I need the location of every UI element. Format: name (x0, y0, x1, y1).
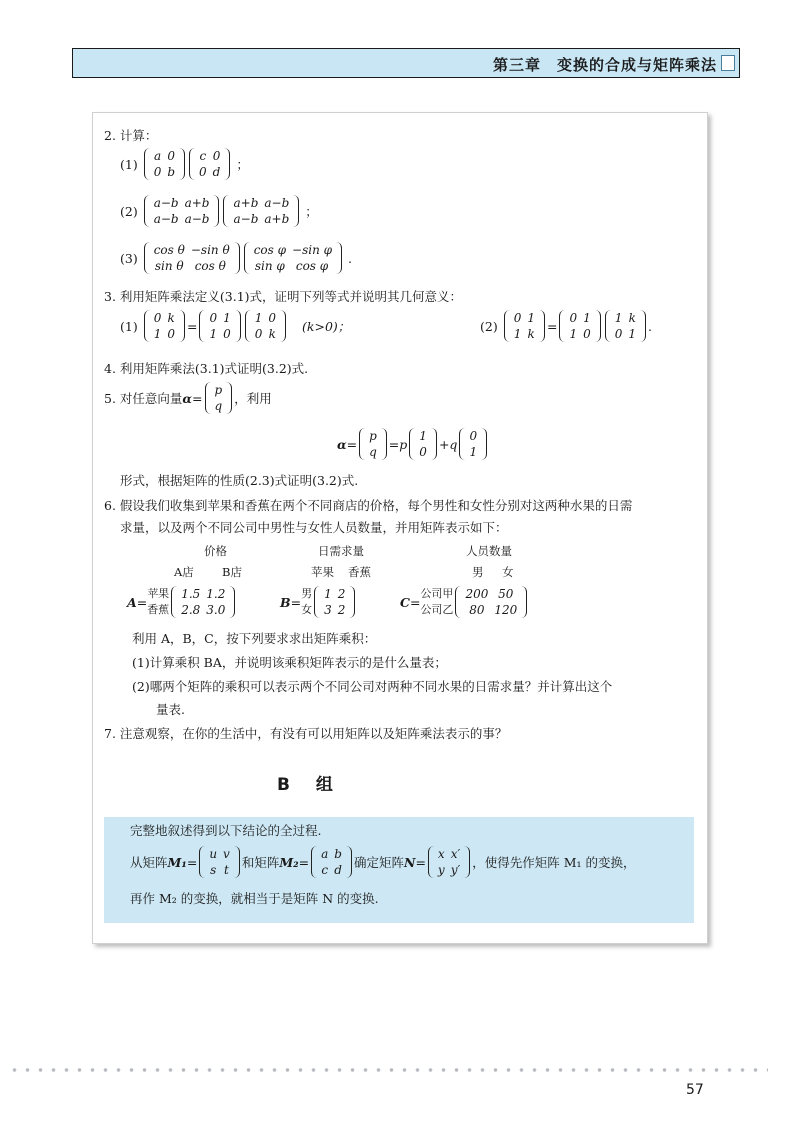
matrix-cell: u (209, 847, 218, 861)
b-mid: 和矩阵 (241, 854, 280, 870)
dotted-divider (8, 1067, 768, 1073)
matrix (504, 310, 545, 342)
demand-col-apple: 苹果 (311, 565, 334, 579)
matrix-cell: 0 (469, 429, 478, 443)
ex2-p1-num: (1) (120, 156, 138, 172)
b-line2: 从矩阵M₁= u v s t 和矩阵M₂= a b c d 确定矩阵N= x x′ y y′ ，使得先作矩阵 M₁ 的变换， (130, 847, 636, 877)
matrix-cell: a−b (264, 196, 290, 210)
vector (409, 428, 437, 460)
page-number: 57 (686, 1082, 704, 1098)
group-b-title: B 组 (277, 775, 343, 795)
matrix-cell: −sin θ (190, 243, 230, 257)
matrix (199, 846, 240, 878)
matrix-cell: 1 (153, 327, 162, 341)
b-mid2: 确定矩阵 (353, 854, 404, 870)
matrix-cell: a (153, 149, 162, 163)
chapter-header-bar (72, 48, 740, 78)
ex3-p1-cond: (k>0)； (302, 318, 351, 334)
ex2-p3-tail: . (348, 250, 352, 266)
ex6-line1: 6. 假设我们收集到苹果和香蕉在两个不同商店的价格，每个男性和女性分别对这两种水果的日需 (104, 498, 633, 513)
matrix (171, 586, 235, 618)
ex2-part3 (120, 242, 352, 274)
ex5-eq-q: q (449, 436, 458, 452)
matrix (144, 148, 185, 180)
matrix-cell: p (214, 383, 223, 397)
matrix (144, 242, 240, 274)
matrix-cell: k (167, 311, 175, 325)
matrix-cell: 1.5 (181, 587, 201, 601)
matrix-cell: 0 (583, 327, 591, 341)
matrix-cell: 1 (419, 429, 427, 443)
staff-row-company-a: 公司甲 (420, 587, 454, 600)
matrix-b-name: B (280, 594, 291, 610)
matrix-cell: 1 (569, 327, 578, 341)
ex6-use: 利用 A，B，C，按下列要求求出矩阵乘积： (132, 631, 377, 646)
demand-col-banana: 香蕉 (348, 565, 371, 579)
demand-row-female: 女 (301, 603, 313, 616)
demand-title: 日需求量 (318, 544, 364, 558)
matrix-cell: t (224, 863, 229, 877)
matrix-a-group: A=苹果 香蕉 1.5 1.2 2.8 3.0 (127, 586, 237, 618)
matrix-cell: d (334, 863, 342, 877)
b-m1-name: M₁ (167, 854, 187, 870)
matrix-cell: s (210, 863, 217, 877)
price-row-banana: 香蕉 (147, 603, 170, 616)
matrix-cell: b (334, 847, 342, 861)
matrix-a-name: A (127, 594, 137, 610)
matrix-cell: 2.8 (181, 603, 201, 617)
matrix-b-group: B=男 女 1 2 3 2 (280, 586, 357, 618)
ex2-label: 2. 计算： (104, 128, 158, 143)
staff-row-labels (420, 586, 453, 618)
b-line3: 再作 M₂ 的变换，就相当于是矩阵 N 的变换. (130, 891, 379, 906)
matrix-cell: a−b (184, 212, 210, 226)
ex3-part1: (1) 0 k 1 0 = 0 1 1 0 1 0 0 k (k>0)； (120, 311, 351, 341)
matrix (559, 310, 600, 342)
matrix-cell: q (214, 399, 223, 413)
ex5-eq-p: p (399, 436, 408, 452)
ex6-q2b: 量表. (156, 702, 185, 717)
matrix (189, 148, 230, 180)
matrix-cell: 3 (324, 603, 332, 617)
ex2-p2-num: (2) (120, 203, 138, 219)
matrix-cell: cos φ (295, 259, 329, 273)
matrix-cell: 0 (419, 445, 427, 459)
vector (205, 382, 233, 414)
ex2-p2-tail: ； (305, 203, 318, 219)
matrix-cell: 1 (324, 587, 332, 601)
ex5-line1: 5. 对任意向量α= p q ，利用 (104, 383, 272, 413)
price-col-b: B店 (222, 565, 242, 579)
ex3-part2: (2) 0 1 1 k = 0 1 1 0 1 k 0 1 . (480, 311, 653, 341)
matrix-cell: c (321, 863, 329, 877)
price-row-labels (147, 586, 169, 618)
header-square-icon (721, 55, 735, 71)
matrix-cell: x′ (450, 847, 461, 861)
matrix-cell: 2 (337, 603, 346, 617)
price-row-apple: 苹果 (147, 587, 170, 600)
matrix-cell: 0 (153, 165, 162, 179)
matrix-cell: 3.0 (206, 603, 226, 617)
matrix-cell: −sin φ (292, 243, 333, 257)
ex5-label: 5. 对任意向量 (104, 390, 183, 406)
ex2-p1-tail: ； (236, 156, 249, 172)
matrix (311, 846, 352, 878)
matrix-cell: cos φ (253, 243, 287, 257)
matrix-cell: 0 (209, 311, 218, 325)
b-line1: 完整地叙述得到以下结论的全过程. (130, 823, 322, 838)
matrix-c-name: C (400, 594, 410, 610)
matrix-cell: 0 (167, 149, 175, 163)
ex3-p2-tail: . (648, 318, 653, 334)
matrix-cell: a+b (233, 196, 259, 210)
matrix-cell: 1 (469, 445, 478, 459)
ex2-part1 (120, 148, 249, 180)
matrix-cell: 1 (628, 327, 637, 341)
b-post: ，使得先作矩阵 M₁ 的变换， (472, 854, 636, 870)
demand-row-labels (301, 586, 312, 618)
b-pre: 从矩阵 (130, 854, 168, 870)
ex5-after: ，利用 (234, 390, 272, 406)
matrix-cell: k (527, 327, 535, 341)
matrix-cell: 0 (167, 327, 175, 341)
matrix-cell: 80 (469, 603, 485, 617)
matrix-c-group: C=公司甲 公司乙 200 50 80 120 (400, 586, 529, 618)
ex2-part2 (120, 195, 318, 227)
matrix-cell: y (437, 863, 445, 877)
ex3-p1-num: (1) (120, 318, 138, 334)
chapter-title: 第三章 变换的合成与矩阵乘法 (492, 56, 717, 74)
price-col-a: A店 (174, 565, 194, 579)
staff-col-female: 女 (502, 565, 514, 579)
matrix-cell: 200 (465, 587, 489, 601)
matrix-cell: k (628, 311, 636, 325)
matrix-cell: 1 (209, 327, 218, 341)
matrix-cell: y′ (450, 863, 461, 877)
ex5-equation: α= p q =p 1 0 +q 0 1 (337, 428, 489, 460)
matrix (455, 586, 527, 618)
matrix-cell: a−b (233, 212, 259, 226)
ex6-q2a: (2)哪两个矩阵的乘积可以表示两个不同公司对两种不同水果的日需求量？并计算出这个 (132, 679, 613, 694)
matrix-cell: p (369, 429, 377, 443)
matrix (245, 310, 286, 342)
matrix-cell: 1 (223, 311, 231, 325)
matrix-cell: 0 (614, 327, 623, 341)
demand-row-male: 男 (301, 587, 313, 600)
matrix (199, 310, 240, 342)
matrix-cell: cos θ (194, 259, 226, 273)
matrix-cell: cos θ (153, 243, 185, 257)
matrix (144, 310, 185, 342)
matrix-cell: a−b (153, 212, 179, 226)
ex5-eq-alpha: α (337, 436, 347, 452)
matrix (223, 195, 299, 227)
matrix-cell: 0 (153, 311, 162, 325)
matrix-cell: 1 (254, 311, 263, 325)
ex3-label: 3. 利用矩阵乘法定义(3.1)式，证明下列等式并说明其几何意义： (104, 289, 463, 304)
matrix-cell: v (223, 847, 230, 861)
matrix-cell: sin φ (254, 259, 285, 273)
ex7-label: 7. 注意观察，在你的生活中，有没有可以用矩阵以及矩阵乘法表示的事？ (104, 726, 508, 741)
b-n-name: N (404, 854, 416, 870)
matrix-cell: b (167, 165, 176, 179)
matrix-cell: a (321, 847, 329, 861)
matrix (605, 310, 646, 342)
matrix-cell: 0 (199, 165, 207, 179)
matrix-cell: a+b (184, 196, 210, 210)
matrix-cell: c (199, 149, 207, 163)
ex3-p2-num: (2) (480, 318, 498, 334)
matrix (428, 846, 470, 878)
matrix-cell: k (268, 327, 276, 341)
matrix-cell: 0 (223, 327, 231, 341)
matrix-cell: 0 (569, 311, 578, 325)
matrix-cell: 2 (337, 587, 346, 601)
matrix-cell: 0 (212, 149, 221, 163)
ex4-label: 4. 利用矩阵乘法(3.1)式证明(3.2)式. (104, 361, 309, 376)
ex5-line2: 形式，根据矩阵的性质(2.3)式证明(3.2)式. (120, 473, 359, 488)
matrix-cell: q (369, 445, 377, 459)
price-title: 价格 (204, 544, 227, 558)
matrix-cell: d (212, 165, 221, 179)
staff-col-male: 男 (472, 565, 484, 579)
matrix-cell: x (437, 847, 445, 861)
matrix-cell: 0 (513, 311, 522, 325)
matrix-cell: 120 (494, 603, 518, 617)
matrix-cell: a+b (264, 212, 290, 226)
ex5-alpha: α (182, 390, 193, 406)
matrix-cell: 1 (527, 311, 535, 325)
ex6-line2: 求量，以及两个不同公司中男性与女性人员数量，并用矩阵表示如下： (120, 520, 508, 535)
matrix-cell: 0 (254, 327, 263, 341)
matrix-cell: 0 (268, 311, 277, 325)
matrix-cell: 1 (513, 327, 522, 341)
vector (459, 428, 487, 460)
matrix-cell: 1.2 (206, 587, 226, 601)
matrix (244, 242, 342, 274)
staff-title: 人员数量 (466, 544, 512, 558)
matrix-cell: 50 (498, 587, 514, 601)
matrix-cell: 1 (614, 311, 623, 325)
ex6-q1: (1)计算乘积 BA，并说明该乘积矩阵表示的是什么量表； (132, 655, 447, 670)
matrix-cell: 1 (583, 311, 591, 325)
matrix-cell: sin θ (154, 259, 184, 273)
ex2-p3-num: (3) (120, 250, 138, 266)
matrix-cell: a−b (153, 196, 179, 210)
matrix (144, 195, 220, 227)
matrix (314, 586, 355, 618)
b-m2-name: M₂ (279, 854, 299, 870)
staff-row-company-b: 公司乙 (420, 603, 454, 616)
vector (359, 428, 387, 460)
